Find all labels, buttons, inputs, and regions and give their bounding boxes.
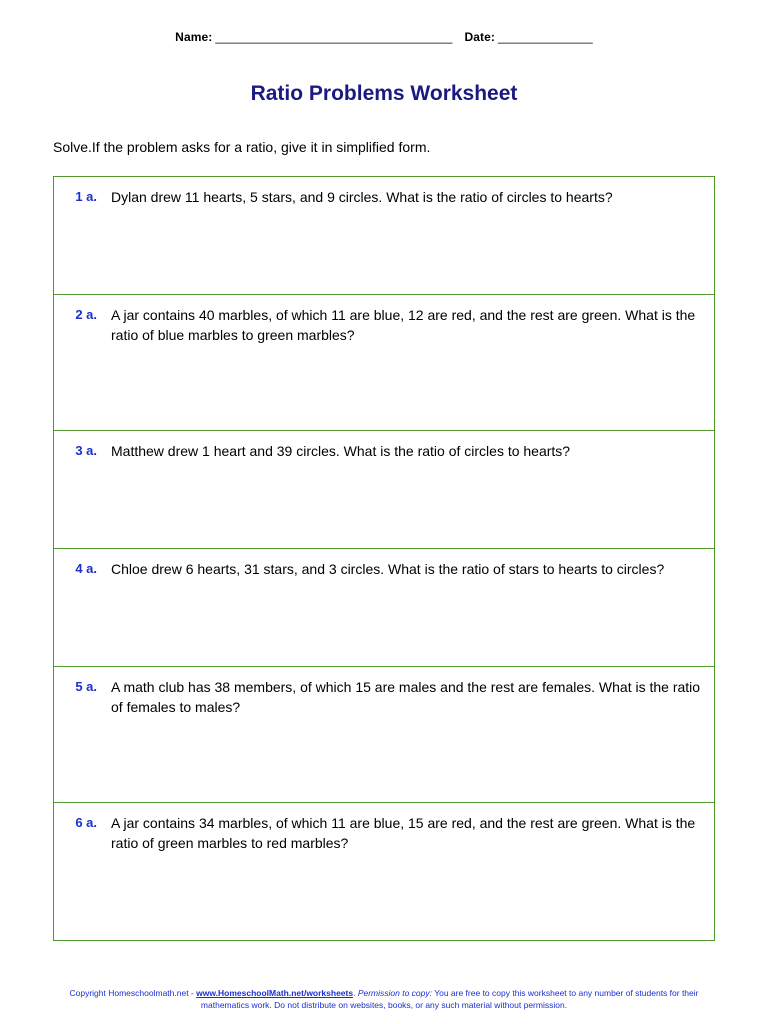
problem-row — [54, 549, 714, 667]
problem-row — [54, 295, 714, 431]
copyright-footer — [60, 987, 708, 1011]
problem-number: 5 a. — [75, 679, 97, 694]
problem-text: Matthew drew 1 heart and 39 circles. What is the ratio of circles to hearts? — [111, 443, 571, 459]
problem-text: A math club has 38 members, of which 15 are males and the rest are females. What is the ratio of females to males? — [111, 679, 701, 715]
permission-text: You are free to copy this worksheet to any number of students for their mathematics work. Do not distribute on websites, books, or any such material without permission. — [200, 988, 699, 1010]
problem-text: A jar contains 40 marbles, of which 11 are blue, 12 are red, and the rest are green. What is the ratio of blue marbles to green marbles? — [111, 307, 696, 343]
problem-number: 6 a. — [75, 815, 97, 830]
name-date-line — [0, 30, 768, 44]
name-label: Name: — [175, 30, 213, 44]
worksheet-title: Ratio Problems Worksheet — [250, 82, 518, 105]
problem-number: 4 a. — [75, 561, 97, 576]
problem-row — [54, 177, 714, 295]
problem-row — [54, 803, 714, 940]
problem-text: Chloe drew 6 hearts, 31 stars, and 3 circles. What is the ratio of stars to hearts to circles? — [111, 561, 665, 577]
problem-number: 2 a. — [75, 307, 97, 322]
permission-label: Permission to copy: — [357, 988, 432, 998]
problem-number: 1 a. — [75, 189, 97, 204]
problem-text: A jar contains 34 marbles, of which 11 are blue, 15 are red, and the rest are green. What is the ratio of green marbles to red marbles? — [111, 815, 696, 851]
problem-row — [54, 667, 714, 803]
footer-separator: . — [353, 988, 358, 998]
copyright-text: Copyright Homeschoolmath.net - — [69, 988, 197, 998]
problem-text: Dylan drew 11 hearts, 5 stars, and 9 circles. What is the ratio of circles to hearts? — [111, 189, 613, 205]
problem-number: 3 a. — [75, 443, 97, 458]
problem-row — [54, 431, 714, 549]
worksheets-link[interactable]: www.HomeschoolMath.net/worksheets — [196, 988, 354, 998]
problem-table — [53, 176, 715, 941]
instructions: Solve.If the problem asks for a ratio, give it in simplified form. — [53, 139, 431, 155]
date-label: Date: — [464, 30, 495, 44]
date-field[interactable]: ______________ — [497, 30, 593, 44]
name-field[interactable]: ___________________________________ — [215, 30, 453, 44]
